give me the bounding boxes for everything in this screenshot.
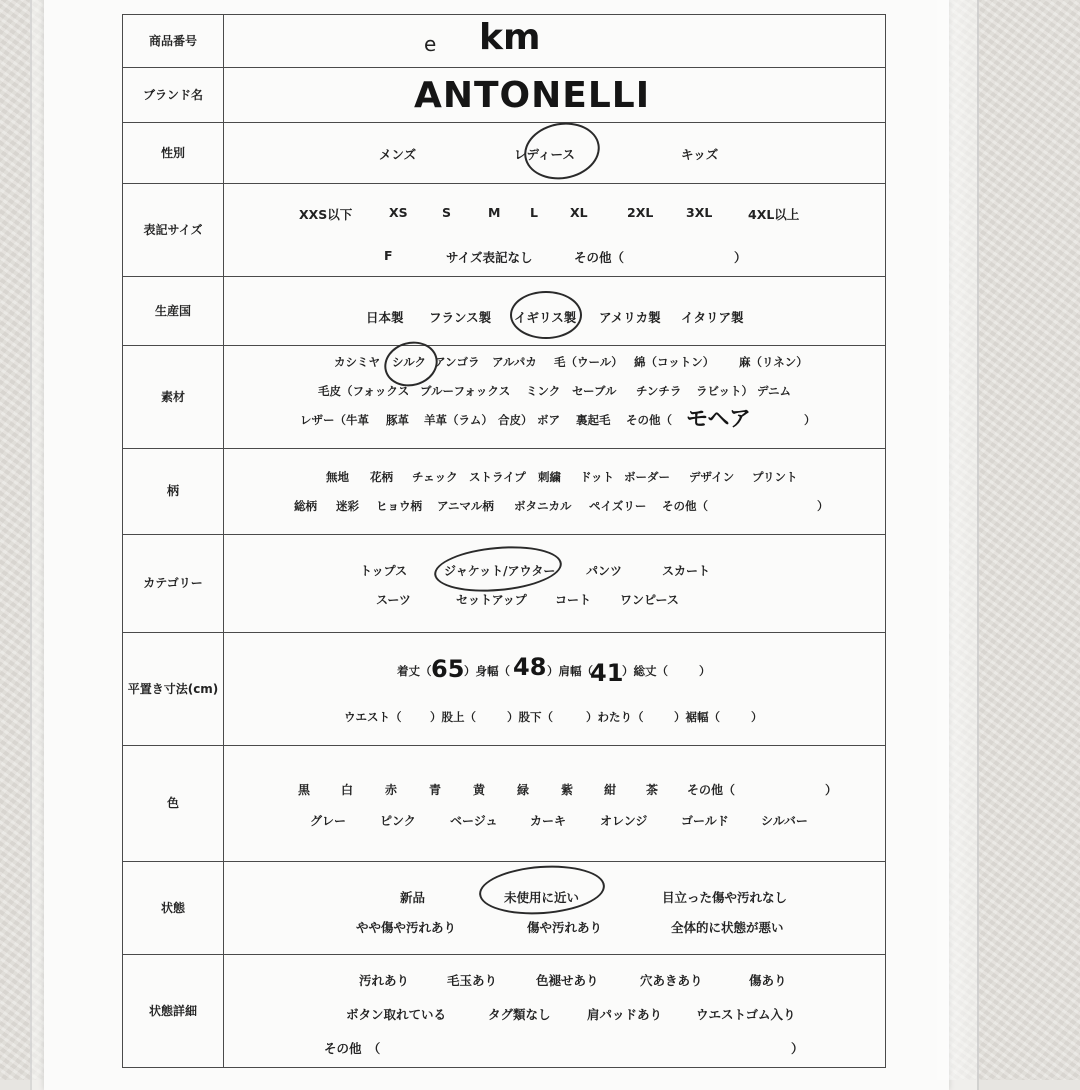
pattern-option: 無地 [326, 470, 349, 484]
condition-detail-option: 肩パッドあり [587, 1007, 663, 1022]
country-option: フランス製 [429, 310, 492, 325]
material-option: ミンク [526, 384, 561, 398]
material-option: 裏起毛 [576, 413, 611, 427]
condition-option: 目立った傷や汚れなし [662, 890, 788, 905]
color-other-open: その他（ [687, 783, 736, 797]
color-option: ピンク [380, 814, 416, 828]
color-option: 紫 [561, 783, 574, 797]
label-size: 表記サイズ [123, 184, 224, 276]
category-option: セットアップ [456, 593, 527, 607]
measure-length-value: 65 [431, 655, 465, 683]
size-option: F [384, 248, 393, 263]
row-size [123, 184, 885, 277]
color-option: ベージュ [450, 814, 498, 828]
category-option: パンツ [586, 564, 623, 578]
material-option: デニム [757, 384, 792, 398]
sleeve-glare [930, 0, 970, 1080]
label-condition: 状態 [123, 862, 224, 954]
category-option: ジャケット/アウター [444, 564, 556, 578]
product-form-table [122, 14, 886, 1068]
color-option: 紺 [604, 783, 617, 797]
label-brand: ブランド名 [123, 68, 224, 122]
pattern-option: アニマル柄 [437, 499, 494, 513]
gender-option: メンズ [379, 147, 417, 162]
selection-circle [477, 862, 606, 919]
measure-total-close: ） [699, 664, 711, 678]
category-option: ワンピース [620, 593, 679, 607]
color-option: 白 [341, 783, 354, 797]
selection-circle [432, 542, 563, 597]
pattern-option: ボタニカル [514, 499, 572, 513]
condition-detail-option: 傷あり [749, 973, 787, 988]
condition-option: 新品 [400, 890, 426, 905]
size-other-close: ） [734, 250, 747, 265]
gender-option: キッズ [681, 147, 719, 162]
material-option: アルパカ [492, 355, 537, 369]
material-option: ラビット） [696, 384, 754, 398]
material-option: チンチラ [636, 384, 682, 398]
material-option: シルク [392, 355, 426, 369]
product-number-printed: e [424, 32, 437, 56]
material-option: 毛皮（フォックス [318, 384, 410, 398]
label-pattern: 柄 [123, 449, 224, 534]
measure-width-value: 48 [513, 653, 547, 681]
size-option: 3XL [686, 205, 713, 220]
size-option: S [442, 205, 452, 220]
material-option: 綿（コットン） [634, 355, 715, 369]
condition-option: 未使用に近い [504, 890, 580, 905]
material-option: セーブル [572, 384, 617, 398]
category-option: コート [555, 593, 592, 607]
color-option: グレー [310, 814, 347, 828]
color-option: オレンジ [600, 814, 648, 828]
measure-line2: ）股下（ [507, 710, 553, 724]
condition-detail-option: 毛玉あり [447, 973, 498, 988]
country-option: イタリア製 [681, 310, 744, 325]
row-color [123, 746, 885, 862]
pattern-option: 迷彩 [336, 499, 359, 513]
condition-detail-option: 穴あきあり [640, 973, 703, 988]
pattern-option: ドット [580, 470, 615, 484]
size-option: サイズ表記なし [446, 250, 533, 265]
pattern-option: ボーダー [624, 470, 670, 484]
condition-detail-option: 汚れあり [359, 973, 410, 988]
condition-detail-option: ボタン取れている [346, 1007, 447, 1022]
pattern-option: 花柄 [370, 470, 393, 484]
material-option: カシミヤ [334, 355, 380, 369]
size-option: XL [570, 205, 588, 220]
measure-line2: ）わたり（ [586, 710, 644, 724]
pattern-option: ペイズリー [589, 499, 647, 513]
label-condition-detail: 状態詳細 [123, 955, 224, 1067]
product-number-handwritten: km [479, 17, 541, 58]
measure-width-label: ）身幅（ [464, 664, 510, 678]
material-option: ブルーフォックス [420, 384, 511, 398]
pattern-option: デザイン [689, 470, 735, 484]
measure-length-label: 着丈（ [397, 664, 432, 678]
label-product-number: 商品番号 [123, 15, 224, 67]
color-option: ゴールド [681, 814, 729, 828]
label-gender: 性別 [123, 123, 224, 183]
pattern-other-open: その他（ [662, 499, 708, 513]
category-option: スーツ [376, 593, 411, 607]
label-color: 色 [123, 746, 224, 861]
material-other-open: その他（ [626, 413, 672, 427]
selection-circle [520, 117, 605, 185]
row-country [123, 277, 885, 346]
material-other-handwritten: モヘア [686, 407, 751, 432]
color-option: 青 [429, 783, 442, 797]
row-pattern [123, 449, 885, 535]
material-option: アンゴラ [434, 355, 480, 369]
row-condition [123, 862, 885, 955]
condition-option: 全体的に状態が悪い [671, 920, 784, 935]
condition-detail-other-open: その他 （ [324, 1041, 381, 1056]
pattern-option: 刺繍 [538, 470, 561, 484]
measure-total-label: ）総丈（ [622, 664, 668, 678]
gender-option: レディース [514, 147, 575, 162]
country-option: アメリカ製 [599, 310, 661, 325]
material-option: 豚革 [386, 413, 409, 427]
measure-line2: ）股上（ [430, 710, 476, 724]
label-measurements-title: 平置き寸法 [127, 681, 188, 696]
country-option: 日本製 [366, 310, 404, 325]
row-condition-detail [123, 955, 885, 1067]
measure-shoulder-value: 41 [590, 659, 624, 687]
measure-shoulder-label: ）肩幅（ [547, 664, 593, 678]
color-option: 黄 [473, 783, 486, 797]
material-option: レザー（牛革 [300, 413, 369, 427]
size-other-open: その他（ [574, 250, 625, 265]
material-option: 羊革（ラム） [424, 413, 493, 427]
label-country: 生産国 [123, 277, 224, 345]
color-option: 黒 [298, 783, 311, 797]
pattern-option: ヒョウ柄 [376, 499, 422, 513]
color-other-close: ） [825, 783, 838, 797]
pattern-option: プリント [752, 470, 798, 484]
condition-detail-other-close: ） [791, 1041, 804, 1056]
brand-handwritten: ANTONELLI [414, 75, 651, 116]
size-option: XS [389, 205, 408, 220]
country-option: イギリス製 [514, 310, 577, 325]
color-option: 緑 [517, 783, 530, 797]
size-option: 2XL [627, 205, 654, 220]
measure-line2: ウエスト（ [344, 710, 402, 724]
size-option: L [530, 205, 538, 220]
pattern-other-close: ） [817, 499, 829, 513]
row-measurements [123, 633, 885, 746]
color-option: カーキ [530, 814, 567, 828]
row-gender [123, 123, 885, 184]
color-option: シルバー [761, 814, 808, 828]
material-other-close: ） [804, 413, 816, 427]
category-option: スカート [662, 564, 711, 578]
label-measurements [123, 633, 224, 745]
category-option: トップス [360, 564, 408, 578]
measure-line2: ） [751, 710, 763, 724]
condition-option: やや傷や汚れあり [356, 920, 457, 935]
size-option: M [488, 205, 501, 220]
pattern-option: ストライプ [469, 470, 526, 484]
row-product-number [123, 15, 885, 68]
measure-line2: ）裾幅（ [674, 710, 720, 724]
selection-circle [510, 291, 582, 339]
label-measurements-unit: (cm) [187, 681, 219, 696]
row-brand [123, 68, 885, 123]
color-option: 茶 [646, 783, 659, 797]
pattern-option: 総柄 [294, 499, 317, 513]
material-option: ボア [537, 413, 560, 427]
label-category: カテゴリー [123, 535, 224, 632]
label-material: 素材 [123, 346, 224, 448]
row-material [123, 346, 885, 449]
material-option: 毛（ウール） [554, 355, 623, 369]
material-option: 麻（リネン） [739, 355, 808, 369]
condition-detail-option: 色褪せあり [536, 973, 599, 988]
color-option: 赤 [385, 783, 398, 797]
row-category [123, 535, 885, 633]
size-option: 4XL以上 [748, 207, 800, 222]
condition-option: 傷や汚れあり [527, 920, 603, 935]
condition-detail-option: ウエストゴム入り [696, 1007, 796, 1022]
condition-detail-option: タグ類なし [488, 1007, 551, 1022]
material-option: 合皮） [498, 413, 533, 427]
size-option: XXS以下 [299, 207, 353, 222]
pattern-option: チェック [412, 470, 458, 484]
